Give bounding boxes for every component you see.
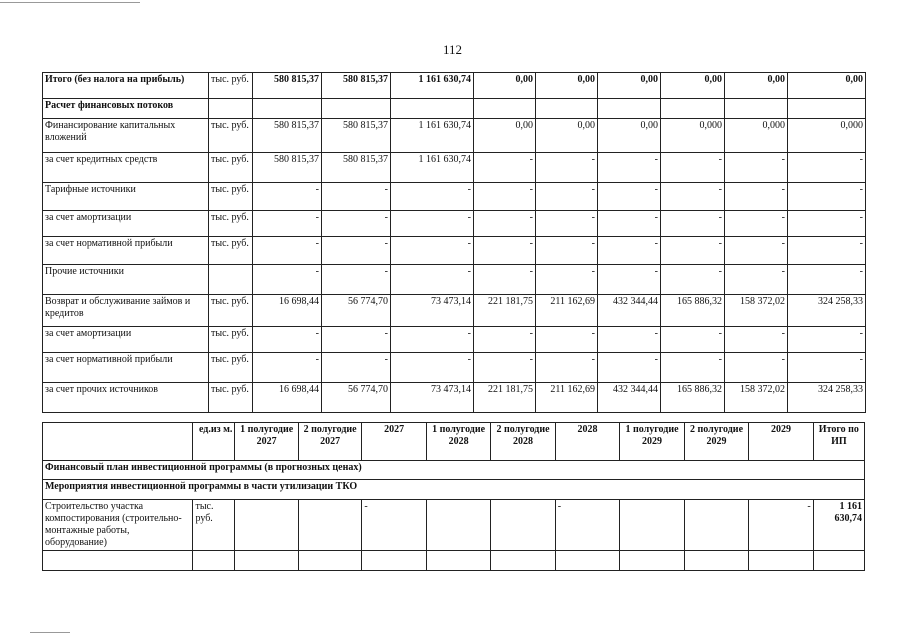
- value-cell: 0,000: [725, 119, 788, 153]
- value-cell: 73 473,14: [391, 295, 474, 327]
- value-cell: -: [598, 265, 661, 295]
- table-row: [43, 295, 866, 327]
- value-cell: 158 372,02: [725, 383, 788, 413]
- value-cell: -: [598, 353, 661, 383]
- cell: [298, 551, 361, 571]
- table-row: [43, 327, 866, 353]
- value-cell: -: [788, 327, 866, 353]
- value-cell: 324 258,33: [788, 295, 866, 327]
- section-row: [43, 99, 866, 119]
- section-row: [43, 480, 865, 500]
- cell: [749, 551, 813, 571]
- value-cell: -: [788, 153, 866, 183]
- value-cell: -: [474, 327, 536, 353]
- scan-artifact: [0, 2, 140, 3]
- value-cell: -: [788, 183, 866, 211]
- value-cell: 580 815,37: [322, 119, 391, 153]
- header-cell-total: Итого по ИП: [813, 423, 864, 461]
- value-cell: -: [474, 211, 536, 237]
- value-cell: -: [598, 327, 661, 353]
- table-row: [43, 500, 865, 551]
- cell: [235, 551, 298, 571]
- value-cell: -: [322, 211, 391, 237]
- cell: [193, 551, 235, 571]
- value-cell: -: [598, 183, 661, 211]
- cell: [620, 551, 684, 571]
- header-cell-h1-2028: 1 полугодие 2028: [426, 423, 490, 461]
- value-cell: -: [322, 327, 391, 353]
- value-cell: -: [536, 183, 598, 211]
- value-cell: 16 698,44: [253, 383, 322, 413]
- value-cell: 0,00: [536, 119, 598, 153]
- row-unit: тыс. руб.: [209, 119, 253, 153]
- value-cell: 165 886,32: [661, 383, 725, 413]
- row-unit: тыс. руб.: [209, 327, 253, 353]
- value-cell: -: [391, 211, 474, 237]
- value-cell: -: [253, 327, 322, 353]
- cell: [598, 99, 661, 119]
- value-cell: 1 161 630,74: [391, 73, 474, 99]
- cell: [474, 99, 536, 119]
- cell: [788, 99, 866, 119]
- value-cell: 0,00: [598, 119, 661, 153]
- cell: [725, 99, 788, 119]
- value-cell: -: [598, 153, 661, 183]
- value-cell: -: [322, 237, 391, 265]
- row-label: Прочие источники: [43, 265, 209, 295]
- cell-dash: -: [362, 500, 426, 551]
- cell: [620, 500, 684, 551]
- table-row: [43, 551, 865, 571]
- value-cell: -: [788, 265, 866, 295]
- cell: [536, 99, 598, 119]
- row-label: за счет нормативной прибыли: [43, 353, 209, 383]
- value-cell: 0,00: [725, 73, 788, 99]
- row-label: за счет нормативной прибыли: [43, 237, 209, 265]
- cell: [362, 551, 426, 571]
- value-cell: -: [661, 353, 725, 383]
- value-cell: 221 181,75: [474, 295, 536, 327]
- value-cell: 0,000: [788, 119, 866, 153]
- row-label: за счет кредитных средств: [43, 153, 209, 183]
- cell: [555, 551, 619, 571]
- row-label: за счет амортизации: [43, 211, 209, 237]
- row-unit: тыс. руб.: [209, 295, 253, 327]
- section-title: Расчет финансовых потоков: [43, 99, 209, 119]
- value-cell: 324 258,33: [788, 383, 866, 413]
- value-cell: 73 473,14: [391, 383, 474, 413]
- value-cell: 1 161 630,74: [391, 119, 474, 153]
- scan-artifact: [30, 632, 70, 633]
- value-cell: -: [253, 265, 322, 295]
- row-unit: тыс. руб.: [209, 183, 253, 211]
- cell: [661, 99, 725, 119]
- value-cell: 221 181,75: [474, 383, 536, 413]
- header-cell-unit: ед.из м.: [193, 423, 235, 461]
- value-cell: 0,00: [788, 73, 866, 99]
- value-cell: 211 162,69: [536, 295, 598, 327]
- header-cell-2027: 2027: [362, 423, 426, 461]
- row-label: Итого (без налога на прибыль): [43, 73, 209, 99]
- value-cell: -: [788, 211, 866, 237]
- header-cell-h1-2027: 1 полугодие 2027: [235, 423, 298, 461]
- value-cell: -: [725, 183, 788, 211]
- header-cell-0: [43, 423, 193, 461]
- table-row: [43, 237, 866, 265]
- row-label: за счет прочих источников: [43, 383, 209, 413]
- value-cell: 158 372,02: [725, 295, 788, 327]
- table-row: [43, 265, 866, 295]
- value-cell: -: [253, 353, 322, 383]
- cell: [253, 99, 322, 119]
- cell: [426, 551, 490, 571]
- value-cell: -: [322, 353, 391, 383]
- table-row: [43, 183, 866, 211]
- header-cell-h2-2028: 2 полугодие 2028: [491, 423, 555, 461]
- value-cell: 0,00: [474, 73, 536, 99]
- value-cell: -: [725, 265, 788, 295]
- section-title: Мероприятия инвестиционной программы в части утилизации ТКО: [43, 480, 865, 500]
- value-cell: 0,000: [661, 119, 725, 153]
- value-cell: -: [322, 265, 391, 295]
- value-cell: -: [725, 353, 788, 383]
- value-cell: 211 162,69: [536, 383, 598, 413]
- value-cell: -: [725, 237, 788, 265]
- cell: [235, 500, 298, 551]
- header-cell-h1-2029: 1 полугодие 2029: [620, 423, 684, 461]
- value-cell: -: [536, 237, 598, 265]
- value-cell: 432 344,44: [598, 383, 661, 413]
- row-unit: тыс. руб.: [209, 211, 253, 237]
- value-cell: -: [536, 353, 598, 383]
- value-cell: -: [661, 211, 725, 237]
- header-cell-h2-2029: 2 полугодие 2029: [684, 423, 748, 461]
- value-cell: 580 815,37: [253, 73, 322, 99]
- table-row: [43, 353, 866, 383]
- value-cell: 1 161 630,74: [391, 153, 474, 183]
- value-cell: 56 774,70: [322, 383, 391, 413]
- section-row: [43, 461, 865, 480]
- table-row: [43, 383, 866, 413]
- value-cell: -: [536, 211, 598, 237]
- cash-flow-table: [42, 72, 866, 413]
- header-cell-2029: 2029: [749, 423, 813, 461]
- value-cell: -: [391, 183, 474, 211]
- row-label: Тарифные источники: [43, 183, 209, 211]
- cell: [426, 500, 490, 551]
- row-unit: [209, 265, 253, 295]
- value-cell: -: [391, 353, 474, 383]
- value-cell: 580 815,37: [322, 73, 391, 99]
- row-unit: тыс. руб.: [193, 500, 235, 551]
- investment-plan-table: [42, 422, 865, 571]
- value-cell: 580 815,37: [253, 153, 322, 183]
- value-cell: -: [661, 237, 725, 265]
- row-label: Возврат и обслуживание займов и кредитов: [43, 295, 209, 327]
- value-cell: -: [391, 237, 474, 265]
- cell: [491, 500, 555, 551]
- value-cell: -: [536, 265, 598, 295]
- header-row: [43, 423, 865, 461]
- value-cell: -: [253, 183, 322, 211]
- value-cell: -: [725, 153, 788, 183]
- row-unit: тыс. руб.: [209, 73, 253, 99]
- row-unit: тыс. руб.: [209, 237, 253, 265]
- value-cell: -: [474, 353, 536, 383]
- cell-dash: -: [749, 500, 813, 551]
- value-cell: 0,00: [661, 73, 725, 99]
- row-total: 1 161 630,74: [813, 500, 864, 551]
- value-cell: -: [661, 153, 725, 183]
- value-cell: -: [253, 237, 322, 265]
- value-cell: -: [253, 211, 322, 237]
- cell: [43, 551, 193, 571]
- value-cell: -: [598, 237, 661, 265]
- table-row: [43, 73, 866, 99]
- table-row: [43, 211, 866, 237]
- value-cell: -: [536, 153, 598, 183]
- value-cell: -: [598, 211, 661, 237]
- value-cell: -: [788, 353, 866, 383]
- value-cell: 56 774,70: [322, 295, 391, 327]
- row-label: Финансирование капитальных вложений: [43, 119, 209, 153]
- row-unit: тыс. руб.: [209, 153, 253, 183]
- value-cell: -: [322, 183, 391, 211]
- value-cell: -: [474, 183, 536, 211]
- cell: [298, 500, 361, 551]
- value-cell: 165 886,32: [661, 295, 725, 327]
- value-cell: 580 815,37: [322, 153, 391, 183]
- table-row: [43, 119, 866, 153]
- value-cell: -: [391, 265, 474, 295]
- value-cell: -: [725, 211, 788, 237]
- header-cell-h2-2027: 2 полугодие 2027: [298, 423, 361, 461]
- value-cell: -: [391, 327, 474, 353]
- value-cell: -: [536, 327, 598, 353]
- cell: [684, 500, 748, 551]
- header-cell-2028: 2028: [555, 423, 619, 461]
- value-cell: 580 815,37: [253, 119, 322, 153]
- cell: [322, 99, 391, 119]
- section-title: Финансовый план инвестиционной программы (в прогнозных ценах): [43, 461, 865, 480]
- cell: [391, 99, 474, 119]
- value-cell: -: [788, 237, 866, 265]
- value-cell: -: [661, 327, 725, 353]
- value-cell: -: [474, 153, 536, 183]
- row-unit: тыс. руб.: [209, 353, 253, 383]
- page-number: 112: [442, 42, 463, 57]
- cell: [813, 551, 864, 571]
- row-label: за счет амортизации: [43, 327, 209, 353]
- value-cell: 0,00: [474, 119, 536, 153]
- value-cell: 16 698,44: [253, 295, 322, 327]
- row-unit: тыс. руб.: [209, 383, 253, 413]
- cell: [209, 99, 253, 119]
- value-cell: -: [474, 265, 536, 295]
- value-cell: 0,00: [536, 73, 598, 99]
- row-label: Строительство участка компостирования (строительно-монтажные работы, оборудование): [43, 500, 193, 551]
- value-cell: 432 344,44: [598, 295, 661, 327]
- table-row: [43, 153, 866, 183]
- cell: [684, 551, 748, 571]
- cell-dash: -: [555, 500, 619, 551]
- value-cell: -: [661, 265, 725, 295]
- value-cell: -: [661, 183, 725, 211]
- cell: [491, 551, 555, 571]
- value-cell: -: [725, 327, 788, 353]
- value-cell: 0,00: [598, 73, 661, 99]
- value-cell: -: [474, 237, 536, 265]
